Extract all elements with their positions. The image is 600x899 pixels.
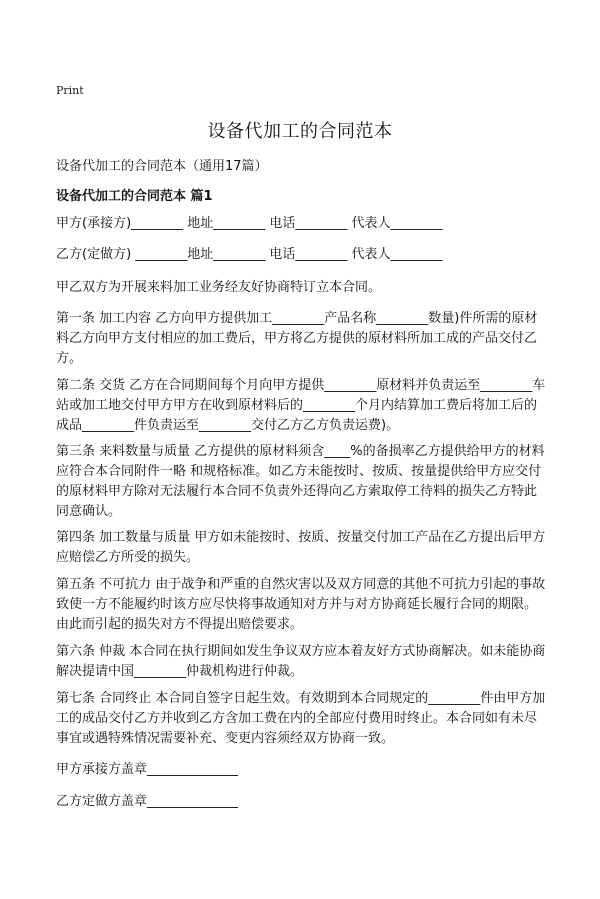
party-b-line: 乙方(定做方) ________地址________ 电话________ 代表人________ bbox=[56, 247, 443, 262]
clause-1: 第一条 加工内容 乙方向甲方提供加工________产品名称________数量)件所需的原材料乙方向甲方支付相应的加工费后，甲方将乙方提供的原材料所加工成的产品交付乙方。 bbox=[56, 311, 538, 366]
clause-3: 第三条 来料数量与质量 乙方提供的原材料须含____%的备损率乙方提供给甲方的材料应符合本合同附件一略 和规格标准。如乙方未能按时、按质、按量提供给甲方应交付的原材料甲方除对无法履行本合同不负责外还得向乙方索取停工待料的损失乙方特此同意确认。 bbox=[56, 444, 545, 519]
clause-5: 第五条 不可抗力 由于战争和严重的自然灾害以及双方同意的其他不可抗力引起的事故致使一方不能履约时该方应尽快将事故通知对方并与对方协商延长履行合同的期限。由此而引起的损失对方不得提出赔偿要求。 bbox=[56, 577, 546, 632]
document-title: 设备代加工的合同范本 bbox=[207, 121, 393, 142]
clause-4: 第四条 加工数量与质量 甲方如未能按时、按质、按量交付加工产品在乙方提出后甲方应赔偿乙方所受的损失。 bbox=[56, 530, 546, 565]
print-label[interactable]: Print bbox=[56, 84, 84, 97]
document-subtitle: 设备代加工的合同范本（通用17篇） bbox=[56, 159, 268, 174]
party-b-seal-line: 乙方定做方盖章______________ bbox=[56, 794, 239, 809]
clause-7: 第七条 合同终止 本合同自签字日起生效。有效期到本合同规定的________件由甲方加工的成品交付乙方并收到乙方含加工费在内的全部应付费用时终止。本合同如有未尽事宜或遇特殊情况需要补充、变更内容须经双方协商一致。 bbox=[56, 691, 546, 746]
clause-6: 第六条 仲裁 本合同在执行期间如发生争议双方应本着友好方式协商解决。如未能协商解决提请中国________仲裁机构进行仲裁。 bbox=[56, 644, 546, 679]
clause-2: 第二条 交货 乙方在合同期间每个月向甲方提供________原材料并负责运至________车站或加工地交付甲方甲方在收到原材料后的________个月内结算加工费后将加工后的成品________件负责运至________交付乙方乙方负责运费)。 bbox=[56, 378, 546, 433]
intro-paragraph: 甲乙双方为开展来料加工业务经友好协商特订立本合同。 bbox=[56, 280, 382, 295]
party-a-line: 甲方(承接方)________ 地址________ 电话________ 代表人________ bbox=[56, 216, 443, 231]
section-heading: 设备代加工的合同范本 篇1 bbox=[56, 189, 213, 204]
party-a-seal-line: 甲方承接方盖章______________ bbox=[56, 762, 239, 777]
